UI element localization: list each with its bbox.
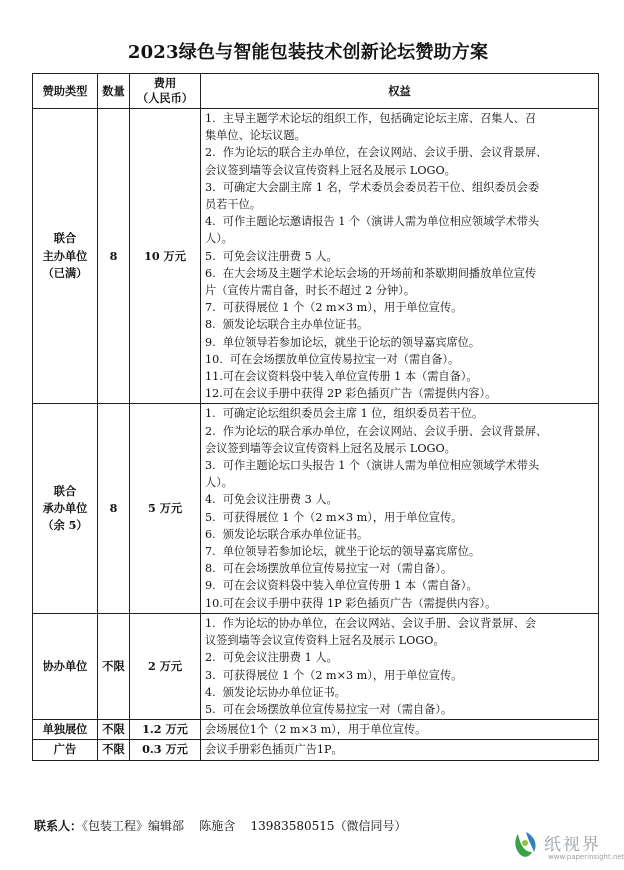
table-row	[33, 720, 599, 740]
header-sponsor-type: 赞助类型	[33, 74, 98, 109]
rights-line: 6. 颁发论坛联合承办单位证书。	[205, 527, 369, 541]
contact-label: 联系人：	[34, 819, 83, 833]
sponsor-type-line: （已满）	[42, 265, 88, 280]
rights-line: 议签到墙等会议宣传资料上冠名及展示 LOGO。	[205, 634, 445, 648]
rights-line: 1. 主导主题学术论坛的组织工作，包括确定论坛主席、召集人、召	[205, 112, 537, 125]
rights-line: 员若干位。	[205, 198, 261, 212]
table-body	[33, 109, 599, 761]
page-title: 2023绿色与智能包装技术创新论坛赞助方案	[127, 42, 489, 63]
sponsor-type-line: 协办单位	[42, 658, 88, 673]
sponsor-type-line: （余 5）	[42, 518, 88, 533]
rights-line: 会场展位1个（2 m×3 m），用于单位宣传。	[205, 723, 427, 737]
rights-line: 会议签到墙等会议宣传资料上冠名及展示 LOGO。	[205, 441, 456, 455]
sponsor-type-line: 联合	[53, 483, 77, 498]
contact-value: 《包装工程》编辑部 陈施含 13983580515（微信同号）	[82, 819, 407, 833]
paperinsight-logo-icon	[512, 830, 540, 860]
rights-line: 1. 可确定论坛组织委员会主席 1 位，组织委员若干位。	[205, 407, 484, 421]
rights-line: 人）。	[205, 476, 233, 490]
rights-line: 7. 可获得展位 1 个（2 m×3 m），用于单位宣传。	[205, 301, 463, 315]
rights-line: 人）。	[205, 232, 233, 246]
rights-cell	[201, 404, 599, 613]
contact-line	[34, 817, 407, 834]
fee-cell: 10 万元	[130, 109, 201, 404]
rights-line: 2. 可免会议注册费 1 人。	[205, 651, 338, 665]
rights-line: 1. 作为论坛的协办单位，在会议网站、会议手册、会议背景屏、会	[205, 616, 537, 630]
rights-cell	[201, 613, 599, 719]
rights-cell	[201, 740, 599, 760]
table-row	[33, 109, 599, 404]
rights-line: 9. 可在会议资料袋中装入单位宣传册 1 本（需自备）。	[205, 579, 478, 593]
rights-line: 10.可在会议手册中获得 1P 彩色插页广告（需提供内容）。	[205, 596, 497, 610]
fee-cell: 0.3 万元	[130, 740, 201, 760]
fee-cell: 2 万元	[130, 613, 201, 719]
rights-line: 8. 可在会场摆放单位宣传易拉宝一对（需自备）。	[205, 562, 453, 576]
rights-cell	[201, 720, 599, 740]
rights-line: 2. 作为论坛的联合主办单位，在会议网站、会议手册、会议背景屏、	[205, 146, 548, 160]
rights-line: 5. 可获得展位 1 个（2 m×3 m），用于单位宣传。	[205, 510, 463, 524]
watermark-text: 纸视界	[544, 835, 601, 855]
rights-line: 8. 颁发论坛联合主办单位证书。	[205, 318, 369, 332]
fee-cell: 1.2 万元	[130, 720, 201, 740]
quantity-cell: 8	[98, 109, 130, 404]
header-fee-currency: （人民币）	[137, 91, 193, 105]
watermark	[512, 828, 624, 868]
sponsor-type-line: 单独展位	[42, 722, 88, 737]
watermark-url: www.paperinsight.net	[548, 853, 624, 861]
quantity-cell: 不限	[98, 613, 130, 719]
sponsor-type-line: 主办单位	[42, 248, 88, 263]
rights-line: 4. 颁发论坛协办单位证书。	[205, 685, 346, 699]
rights-line: 集单位、论坛议题。	[205, 129, 306, 143]
sponsor-type-cell	[33, 404, 98, 613]
rights-line: 6. 在大会场及主题学术论坛会场的开场前和茶歇期间播放单位宣传	[205, 266, 537, 280]
rights-line: 12.可在会议手册中获得 2P 彩色插页广告（需提供内容）。	[205, 387, 497, 401]
quantity-cell: 不限	[98, 740, 130, 760]
quantity-cell: 不限	[98, 720, 130, 740]
rights-line: 11.可在会议资料袋中装入单位宣传册 1 本（需自备）。	[205, 370, 478, 384]
header-quantity: 数量	[98, 74, 130, 109]
table-header-row	[33, 74, 599, 109]
sponsor-type-line: 承办单位	[42, 501, 88, 516]
sponsor-type-cell	[33, 109, 98, 404]
header-rights: 权益	[201, 74, 599, 109]
rights-line: 会议签到墙等会议宣传资料上冠名及展示 LOGO。	[205, 163, 456, 177]
rights-line: 5. 可在会场摆放单位宣传易拉宝一对（需自备）。	[205, 702, 453, 716]
rights-line: 2. 作为论坛的联合承办单位，在会议网站、会议手册、会议背景屏、	[205, 424, 548, 438]
rights-line: 7. 单位领导若参加论坛，就坐于论坛的领导嘉宾席位。	[205, 545, 481, 559]
rights-line: 4. 可免会议注册费 3 人。	[205, 493, 338, 507]
header-fee-line: 费用	[153, 76, 177, 90]
table-row	[33, 740, 599, 760]
rights-cell	[201, 109, 599, 404]
table-row	[33, 613, 599, 719]
sponsor-type-cell	[33, 740, 98, 760]
sponsor-type-cell	[33, 613, 98, 719]
quantity-cell: 8	[98, 404, 130, 613]
header-fee	[130, 74, 201, 109]
rights-line: 片（宣传片需自备，时长不超过 2 分钟）。	[205, 284, 416, 298]
sponsor-type-cell	[33, 720, 98, 740]
rights-line: 3. 可确定大会副主席 1 名，学术委员会委员若干位、组织委员会委	[205, 180, 540, 194]
sponsor-type-line: 联合	[53, 231, 77, 246]
table-row	[33, 404, 599, 613]
rights-line: 会议手册彩色插页广告1P。	[205, 743, 343, 757]
rights-line: 3. 可获得展位 1 个（2 m×3 m），用于单位宣传。	[205, 668, 463, 682]
fee-cell: 5 万元	[130, 404, 201, 613]
rights-line: 3. 可作主题论坛口头报告 1 个（演讲人需为单位相应领域学术带头	[205, 459, 540, 473]
rights-line: 5. 可免会议注册费 5 人。	[205, 249, 338, 263]
rights-line: 10. 可在会场摆放单位宣传易拉宝一对（需自备）。	[205, 352, 460, 366]
sponsor-type-line: 广告	[53, 742, 77, 757]
rights-line: 9. 单位领导若参加论坛，就坐于论坛的领导嘉宾席位。	[205, 335, 481, 349]
rights-line: 4. 可作主题论坛邀请报告 1 个（演讲人需为单位相应领域学术带头	[205, 215, 540, 229]
sponsorship-table	[32, 73, 599, 761]
